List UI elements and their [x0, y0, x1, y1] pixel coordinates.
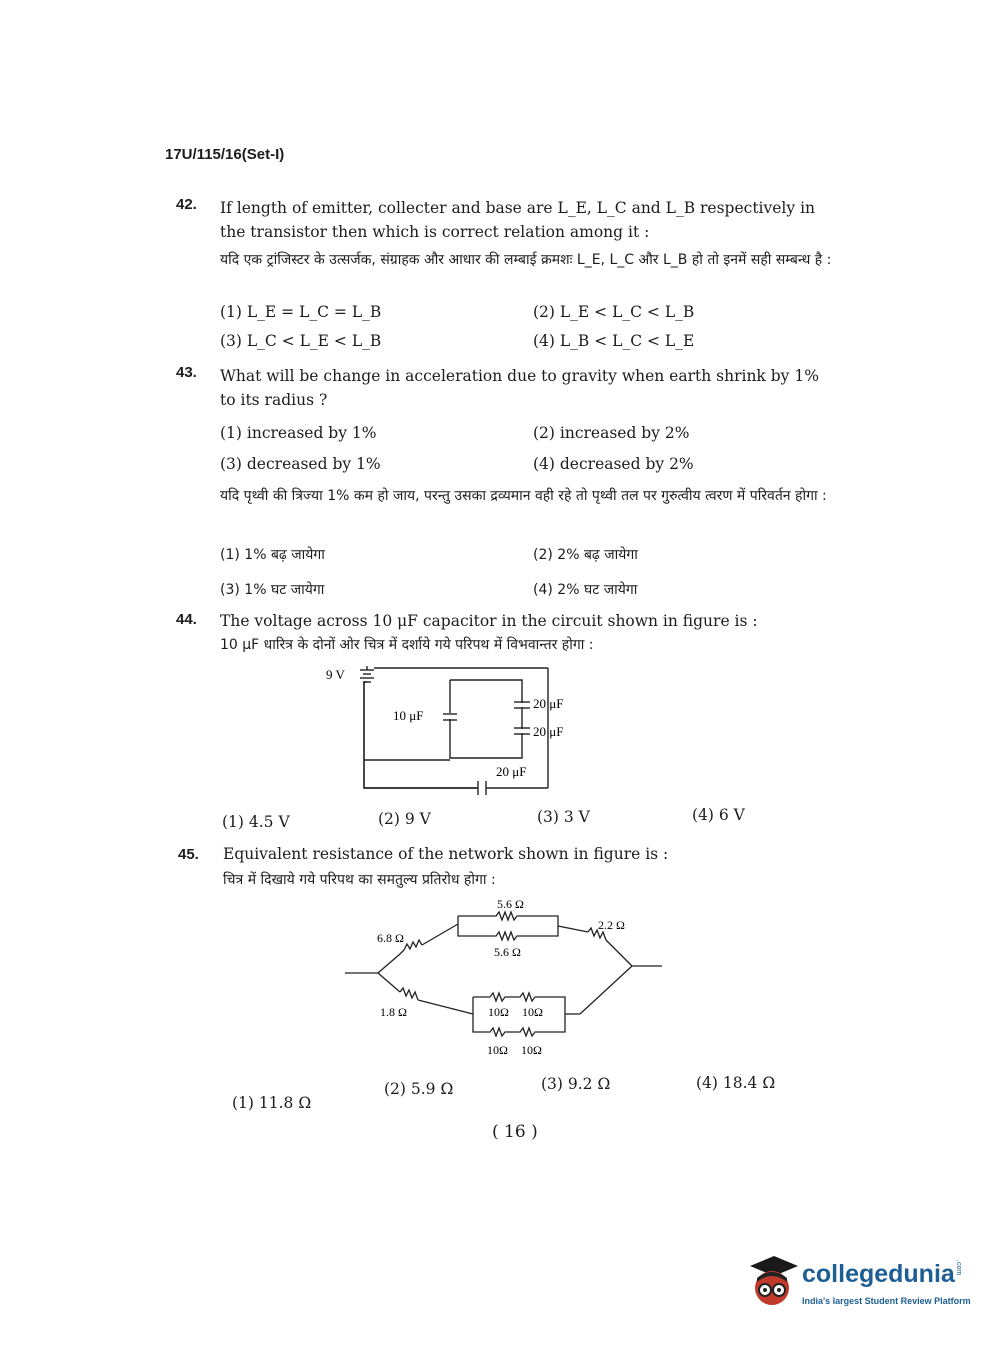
question-45-text: Equivalent resistance of the network shown in figure is :: [223, 845, 669, 863]
q43-option-3: (3) decreased by 1%: [220, 455, 381, 473]
capacitor-circuit-diagram: [300, 660, 600, 800]
logo-suffix: .com: [954, 1260, 962, 1276]
question-44-hindi: 10 μF धारित्र के दोनों ओर चित्र में दर्शाये गये परिपथ में विभवान्तर होगा :: [220, 637, 594, 653]
c3-label: 20 μF: [533, 724, 564, 739]
c4-label: 20 μF: [496, 764, 527, 779]
q43-hindi-option-1: (1) 1% बढ़ जायेगा: [220, 547, 325, 563]
question-43-number: 43.: [176, 364, 197, 381]
r-left-bottom-label: 1.8 Ω: [380, 1005, 407, 1019]
r-b3-label: 10Ω: [487, 1043, 508, 1057]
r-top2-label: 5.6 Ω: [494, 945, 521, 959]
question-44-text: The voltage across 10 μF capacitor in the circuit shown in figure is :: [220, 612, 758, 630]
battery-label: 9 V: [326, 667, 345, 682]
resistor-network-diagram: [340, 892, 670, 1067]
q43-hindi-option-3: (3) 1% घट जायेगा: [220, 582, 325, 598]
q43-hindi-option-4: (4) 2% घट जायेगा: [533, 582, 638, 598]
question-43-text: What will be change in acceleration due to gravity when earth shrink by 1% to its radius ?: [220, 367, 819, 409]
r-b2-label: 10Ω: [522, 1005, 543, 1019]
logo-tagline: India's largest Student Review Platform: [802, 1296, 971, 1306]
question-45-hindi: चित्र में दिखाये गये परिपथ का समतुल्य प्रतिरोध होगा :: [223, 872, 496, 888]
q45-option-1: (1) 11.8 Ω: [232, 1094, 312, 1112]
q44-option-3: (3) 3 V: [537, 808, 590, 826]
q42-option-2: (2) L_E < L_C < L_B: [533, 303, 695, 321]
collegedunia-logo: [744, 1252, 971, 1310]
page-number: ( 16 ): [492, 1122, 538, 1142]
question-42-number: 42.: [176, 196, 197, 213]
q43-option-1: (1) increased by 1%: [220, 424, 377, 442]
q45-option-3: (3) 9.2 Ω: [541, 1075, 611, 1093]
q43-option-4: (4) decreased by 2%: [533, 455, 694, 473]
question-44-number: 44.: [176, 611, 197, 628]
c2-label: 20 μF: [533, 696, 564, 711]
q43-option-2: (2) increased by 2%: [533, 424, 690, 442]
q42-option-3: (3) L_C < L_E < L_B: [220, 332, 382, 350]
mascot-icon: [744, 1252, 800, 1308]
question-42-text: If length of emitter, collecter and base are L_E, L_C and L_B respectively in the transistor then which is correct relation among it :: [220, 199, 816, 241]
q45-option-4: (4) 18.4 Ω: [696, 1074, 776, 1092]
question-43-hindi: यदि पृथ्वी की त्रिज्या 1% कम हो जाय, परन्तु उसका द्रव्यमान वही रहे तो पृथ्वी तल पर गुरुत्वीय त्वरण में परिवर्तन होगा :: [220, 488, 827, 504]
c1-label: 10 μF: [393, 708, 424, 723]
q42-option-4: (4) L_B < L_C < L_E: [533, 332, 695, 350]
r-b1-label: 10Ω: [488, 1005, 509, 1019]
r-right-top-label: 2.2 Ω: [598, 918, 625, 932]
question-45-number: 45.: [178, 846, 199, 863]
question-42-hindi: यदि एक ट्रांजिस्टर के उत्सर्जक, संग्राहक और आधार की लम्बाई क्रमशः L_E, L_C और L_B हो तो इनमें सही सम्बन्ध है :: [220, 252, 832, 268]
r-top1-label: 5.6 Ω: [497, 897, 524, 911]
r-left-top-label: 6.8 Ω: [377, 931, 404, 945]
q45-option-2: (2) 5.9 Ω: [384, 1080, 454, 1098]
q44-option-4: (4) 6 V: [692, 806, 745, 824]
q43-hindi-option-2: (2) 2% बढ़ जायेगा: [533, 547, 638, 563]
paper-code: 17U/115/16(Set-I): [165, 146, 285, 163]
q42-option-1: (1) L_E = L_C = L_B: [220, 303, 382, 321]
q44-option-1: (1) 4.5 V: [222, 813, 290, 831]
r-b4-label: 10Ω: [521, 1043, 542, 1057]
q44-option-2: (2) 9 V: [378, 810, 431, 828]
logo-name: collegedunia: [802, 1260, 955, 1288]
